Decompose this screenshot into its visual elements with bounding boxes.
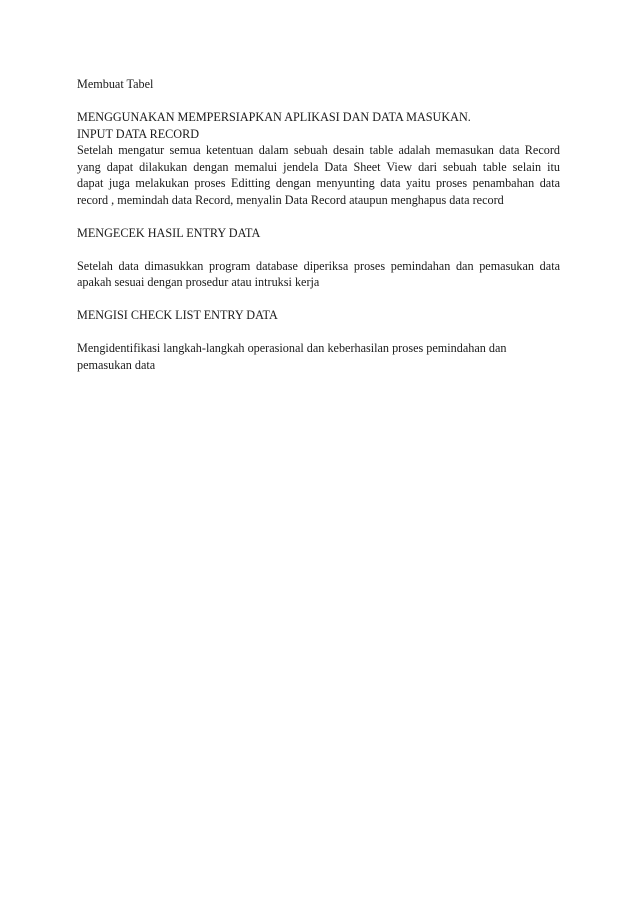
spacer (77, 324, 560, 341)
document-body (77, 76, 560, 373)
section-heading-mengisi: MENGISI CHECK LIST ENTRY DATA (77, 308, 278, 322)
paragraph-line: Setelah data dimasukkan program database diperiksa proses pemindahan dan pemasukan data (77, 258, 560, 273)
paragraph-line: Setelah mengatur semua ketentuan dalam sebuah desain table adalah memasukan data Record (77, 143, 560, 157)
document-title: Membuat Tabel (77, 77, 154, 91)
spacer (77, 241, 560, 258)
paragraph-line: dapat juga melakukan proses Editting dengan menyunting data yaitu proses penambahan data (77, 176, 560, 190)
section-subheading-input-data-record: INPUT DATA RECORD (77, 126, 200, 141)
paragraph-line: yang dapat dilakukan dengan memalui jendela Data Sheet View dari sebuah table selain itu (77, 159, 560, 174)
spacer (77, 291, 560, 308)
paragraph-line: Mengidentifikasi langkah-langkah operasional dan keberhasilan proses pemindahan dan (77, 341, 507, 355)
paragraph-line: apakah sesuai dengan prosedur atau intruksi kerja (77, 275, 320, 289)
spacer (77, 208, 560, 225)
paragraph-line: record , memindah data Record, menyalin Data Record ataupun menghapus data record (77, 192, 504, 207)
paragraph-line: pemasukan data (77, 357, 156, 372)
section-heading-menggunakan: MENGGUNAKAN MEMPERSIAPKAN APLIKASI DAN DATA MASUKAN. (77, 110, 471, 124)
section-heading-mengecek: MENGECEK HASIL ENTRY DATA (77, 225, 261, 240)
spacer (77, 93, 560, 110)
